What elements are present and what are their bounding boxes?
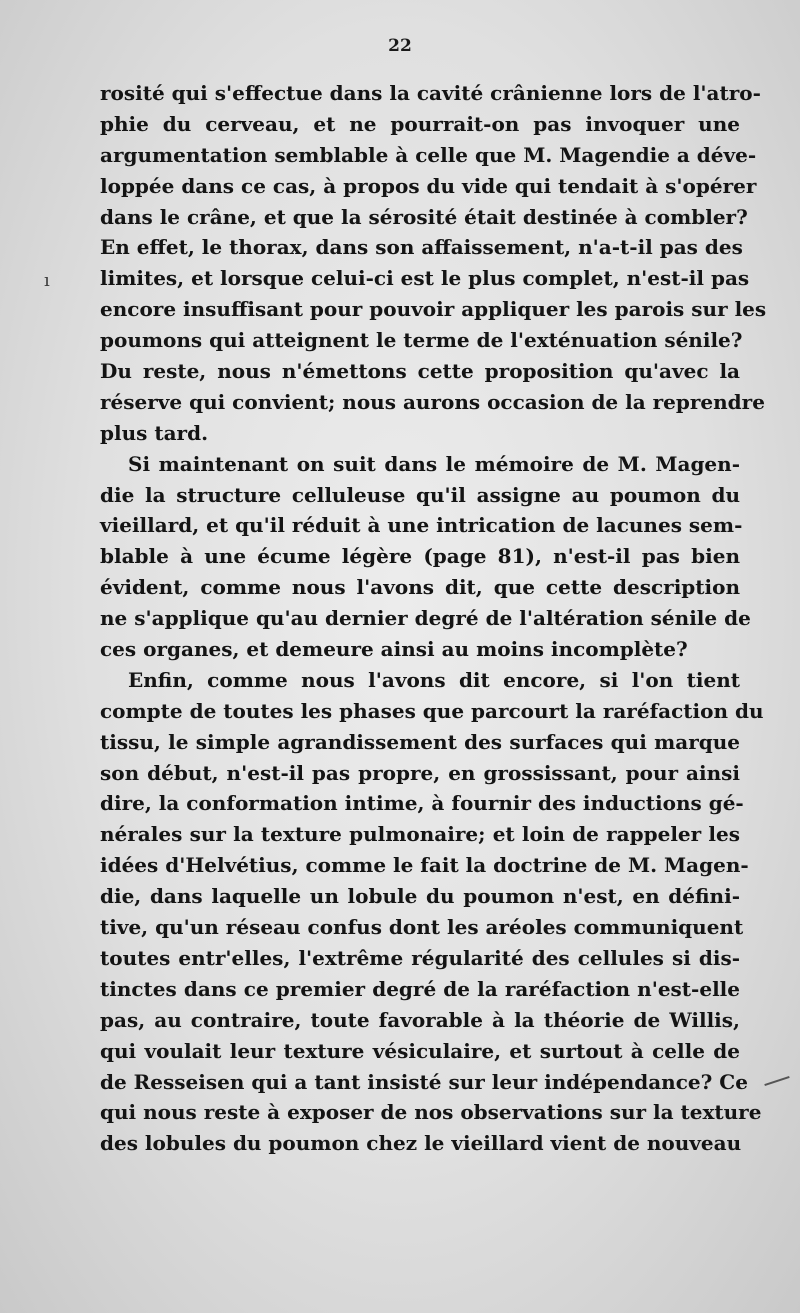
text-line: tissu, le simple agrandissement des surfaces qui marque [100, 729, 740, 754]
text-line: nérales sur la texture pulmonaire; et loin de rappeler les [100, 822, 740, 847]
text-line: blable à une écume légère (page 81), n'est-il pas bien [100, 544, 740, 569]
margin-mark: ı [44, 270, 50, 291]
text-line: de Resseisen qui a tant insisté sur leur indépendance? Ce [100, 1069, 748, 1094]
text-line: encore insuffisant pour pouvoir appliquer les parois sur les [100, 297, 767, 322]
text-line: poumons qui atteignent le terme de l'exténuation sénile? [100, 328, 743, 353]
text-line: pas, au contraire, toute favorable à la théorie de Willis, [100, 1007, 740, 1032]
text-line: évident, comme nous l'avons dit, que cette description [100, 575, 740, 600]
body-text [100, 78, 767, 1159]
text-line: Du reste, nous n'émettons cette proposition qu'avec la [100, 359, 740, 384]
text-line: loppée dans ce cas, à propos du vide qui tendait à s'opérer [100, 173, 757, 198]
text-line: phie du cerveau, et ne pourrait-on pas invoquer une [100, 111, 740, 136]
text-line: rosité qui s'effectue dans la cavité crânienne lors de l'atro- [100, 81, 761, 105]
text-line: tinctes dans ce premier degré de la raréfaction n'est-elle [100, 976, 740, 1001]
text-line: vieillard, et qu'il réduit à une intrication de lacunes sem- [100, 513, 743, 538]
text-line: die la structure celluleuse qu'il assigne au poumon du [100, 482, 740, 507]
text-line: tive, qu'un réseau confus dont les aréoles communiquent [100, 915, 744, 940]
paragraph-end-line: ces organes, et demeure ainsi au moins incomplète? [100, 637, 688, 662]
text-line: qui nous reste à exposer de nos observations sur la texture [100, 1100, 762, 1125]
text-line: die, dans laquelle un lobule du poumon n'est, en défini- [100, 884, 740, 909]
text-line: idées d'Helvétius, comme le fait la doctrine de M. Magen- [100, 853, 749, 878]
page-number: 22 [388, 36, 412, 56]
text-line: dire, la conformation intime, à fournir des inductions gé- [100, 791, 744, 816]
text-line: réserve qui convient; nous aurons occasion de la reprendre [100, 389, 765, 414]
text-line: toutes entr'elles, l'extrême régularité des cellules si dis- [100, 945, 740, 970]
text-line: En effet, le thorax, dans son affaissement, n'a-t-il pas des [100, 235, 743, 260]
paragraph-end-line: plus tard. [100, 420, 209, 445]
paragraph-start-line: Si maintenant on suit dans le mémoire de M. Magen- [128, 451, 740, 476]
text-line: compte de toutes les phases que parcourt la raréfaction du [100, 698, 764, 723]
paragraph-start-line: Enfin, comme nous l'avons dit encore, si l'on tient [128, 667, 740, 692]
text-line: argumentation semblable à celle que M. Magendie a déve- [100, 142, 757, 167]
text-line: ne s'applique qu'au dernier degré de l'altération sénile de [100, 606, 751, 631]
text-line: limites, et lorsque celui-ci est le plus complet, n'est-il pas [100, 266, 750, 291]
text-line: son début, n'est-il pas propre, en grossissant, pour ainsi [100, 760, 740, 785]
text-line: des lobules du poumon chez le vieillard vient de nouveau [100, 1131, 742, 1156]
margin-dash [764, 1076, 789, 1086]
text-line: dans le crâne, et que la sérosité était destinée à combler? [100, 204, 748, 229]
text-line: qui voulait leur texture vésiculaire, et surtout à celle de [100, 1038, 740, 1063]
